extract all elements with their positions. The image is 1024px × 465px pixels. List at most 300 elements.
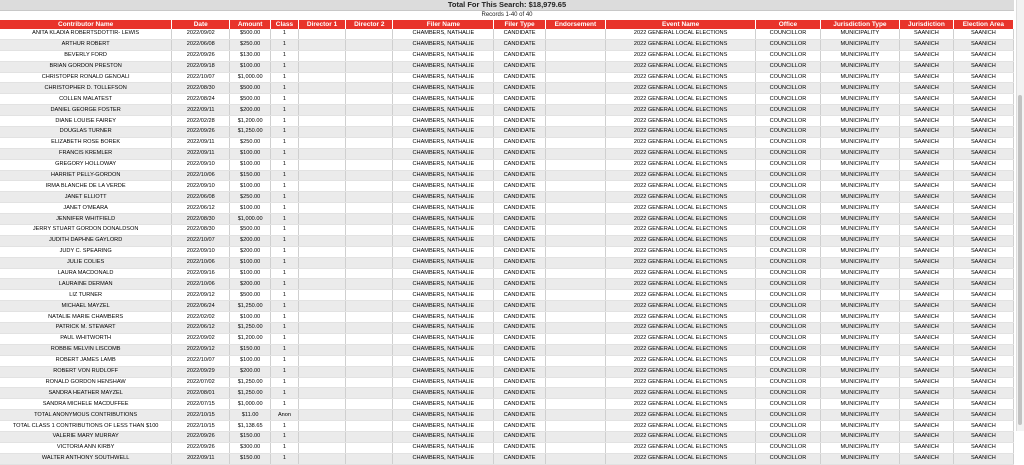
cell-jurisdiction: SAANICH: [900, 105, 954, 116]
cell-election-area: SAANICH: [953, 399, 1013, 410]
cell-event-name: 2022 GENERAL LOCAL ELECTIONS: [605, 377, 755, 388]
cell-endorsement: [545, 235, 605, 246]
cell-director-1: [298, 61, 345, 72]
cell-filer-name: CHAMBERS, NATHALIE: [393, 29, 494, 39]
cell-filer-type: CANDIDATE: [494, 301, 546, 312]
cell-class: 1: [271, 290, 299, 301]
cell-office: COUNCILLOR: [756, 246, 820, 257]
cell-contributor-name[interactable]: SANDRA HEATHER MAYZEL: [0, 388, 172, 399]
column-header-contributor-name[interactable]: Contributor Name: [0, 20, 172, 29]
column-header-class[interactable]: Class: [271, 20, 299, 29]
cell-director-2: [346, 257, 393, 268]
cell-event-name: 2022 GENERAL LOCAL ELECTIONS: [605, 301, 755, 312]
cell-office: COUNCILLOR: [756, 39, 820, 50]
cell-director-1: [298, 214, 345, 225]
cell-filer-name: CHAMBERS, NATHALIE: [393, 366, 494, 377]
cell-filer-name: CHAMBERS, NATHALIE: [393, 453, 494, 464]
cell-amount: $200.00: [230, 246, 271, 257]
cell-jurisdiction-type: MUNICIPALITY: [820, 366, 899, 377]
cell-endorsement: [545, 410, 605, 421]
cell-endorsement: [545, 105, 605, 116]
cell-class: 1: [271, 159, 299, 170]
cell-director-2: [346, 116, 393, 127]
cell-filer-type: CANDIDATE: [494, 453, 546, 464]
cell-election-area: SAANICH: [953, 94, 1013, 105]
cell-filer-name: CHAMBERS, NATHALIE: [393, 105, 494, 116]
cell-contributor-name[interactable]: IRMA BLANCHE DE LA VERDE: [0, 181, 172, 192]
cell-office: COUNCILLOR: [756, 61, 820, 72]
cell-jurisdiction: SAANICH: [900, 83, 954, 94]
cell-event-name: 2022 GENERAL LOCAL ELECTIONS: [605, 50, 755, 61]
cell-filer-type: CANDIDATE: [494, 181, 546, 192]
cell-class: 1: [271, 312, 299, 323]
cell-jurisdiction: SAANICH: [900, 410, 954, 421]
cell-contributor-name[interactable]: JANET ELLIOTT: [0, 192, 172, 203]
cell-filer-type: CANDIDATE: [494, 39, 546, 50]
cell-date: 2022/09/26: [172, 431, 230, 442]
table-row: [0, 214, 1014, 225]
cell-date: 2022/06/08: [172, 39, 230, 50]
cell-event-name: 2022 GENERAL LOCAL ELECTIONS: [605, 399, 755, 410]
table-row: [0, 399, 1014, 410]
cell-director-1: [298, 50, 345, 61]
cell-director-1: [298, 410, 345, 421]
table-row: [0, 431, 1014, 442]
scrollbar-thumb[interactable]: [1018, 95, 1022, 425]
column-header-endorsement[interactable]: Endorsement: [545, 20, 605, 29]
cell-amount: $100.00: [230, 148, 271, 159]
cell-jurisdiction: SAANICH: [900, 127, 954, 138]
cell-amount: $130.00: [230, 50, 271, 61]
cell-director-2: [346, 137, 393, 148]
cell-amount: $150.00: [230, 453, 271, 464]
cell-contributor-name[interactable]: ANITA KLADIA ROBERTSDOTTIR- LEWIS: [0, 29, 172, 39]
cell-election-area: SAANICH: [953, 203, 1013, 214]
cell-amount: $100.00: [230, 257, 271, 268]
table-row: [0, 61, 1014, 72]
cell-event-name: 2022 GENERAL LOCAL ELECTIONS: [605, 170, 755, 181]
cell-office: COUNCILLOR: [756, 181, 820, 192]
cell-contributor-name[interactable]: BEVERLY FORD: [0, 50, 172, 61]
cell-filer-type: CANDIDATE: [494, 50, 546, 61]
cell-jurisdiction-type: MUNICIPALITY: [820, 355, 899, 366]
cell-filer-name: CHAMBERS, NATHALIE: [393, 235, 494, 246]
cell-filer-type: CANDIDATE: [494, 61, 546, 72]
cell-amount: $1,250.00: [230, 323, 271, 334]
cell-endorsement: [545, 257, 605, 268]
cell-contributor-name[interactable]: RONALD GORDON HENSHAW: [0, 377, 172, 388]
cell-endorsement: [545, 181, 605, 192]
cell-endorsement: [545, 355, 605, 366]
cell-amount: $200.00: [230, 366, 271, 377]
column-header-director-1[interactable]: Director 1: [298, 20, 345, 29]
cell-contributor-name[interactable]: COLLEN MALATEST: [0, 94, 172, 105]
cell-date: 2022/09/26: [172, 127, 230, 138]
cell-jurisdiction: SAANICH: [900, 388, 954, 399]
cell-jurisdiction-type: MUNICIPALITY: [820, 377, 899, 388]
column-header-jurisdiction-type[interactable]: Jurisdiction Type: [820, 20, 899, 29]
cell-director-2: [346, 453, 393, 464]
cell-amount: $250.00: [230, 39, 271, 50]
cell-election-area: SAANICH: [953, 421, 1013, 432]
cell-director-2: [346, 105, 393, 116]
cell-filer-name: CHAMBERS, NATHALIE: [393, 137, 494, 148]
cell-filer-name: CHAMBERS, NATHALIE: [393, 290, 494, 301]
table-row: [0, 170, 1014, 181]
table-row: [0, 39, 1014, 50]
cell-date: 2022/10/15: [172, 421, 230, 432]
cell-amount: $1,000.00: [230, 72, 271, 83]
cell-contributor-name[interactable]: ARTHUR ROBERT: [0, 39, 172, 50]
column-header-date[interactable]: Date: [172, 20, 230, 29]
cell-jurisdiction-type: MUNICIPALITY: [820, 203, 899, 214]
cell-office: COUNCILLOR: [756, 323, 820, 334]
cell-class: 1: [271, 442, 299, 453]
cell-filer-name: CHAMBERS, NATHALIE: [393, 39, 494, 50]
cell-filer-type: CANDIDATE: [494, 137, 546, 148]
table-header-row: [0, 20, 1014, 29]
table-row: [0, 94, 1014, 105]
cell-jurisdiction-type: MUNICIPALITY: [820, 105, 899, 116]
cell-filer-type: CANDIDATE: [494, 127, 546, 138]
cell-class: 1: [271, 192, 299, 203]
cell-director-1: [298, 116, 345, 127]
cell-filer-name: CHAMBERS, NATHALIE: [393, 333, 494, 344]
cell-contributor-name[interactable]: JUDY C. SPEARING: [0, 246, 172, 257]
cell-contributor-name[interactable]: LIZ TURNER: [0, 290, 172, 301]
cell-jurisdiction: SAANICH: [900, 116, 954, 127]
cell-contributor-name[interactable]: LAURA MACDONALD: [0, 268, 172, 279]
cell-date: 2022/09/29: [172, 366, 230, 377]
cell-event-name: 2022 GENERAL LOCAL ELECTIONS: [605, 192, 755, 203]
cell-director-1: [298, 344, 345, 355]
cell-filer-name: CHAMBERS, NATHALIE: [393, 410, 494, 421]
cell-director-2: [346, 279, 393, 290]
cell-contributor-name[interactable]: WALTER ANTHONY SOUTHWELL: [0, 453, 172, 464]
table-row: [0, 235, 1014, 246]
cell-election-area: SAANICH: [953, 148, 1013, 159]
table-row: [0, 50, 1014, 61]
cell-endorsement: [545, 94, 605, 105]
cell-contributor-name[interactable]: TOTAL ANONYMOUS CONTRIBUTIONS: [0, 410, 172, 421]
cell-jurisdiction-type: MUNICIPALITY: [820, 29, 899, 39]
cell-filer-type: CANDIDATE: [494, 29, 546, 39]
cell-filer-name: CHAMBERS, NATHALIE: [393, 442, 494, 453]
cell-filer-type: CANDIDATE: [494, 203, 546, 214]
cell-jurisdiction: SAANICH: [900, 72, 954, 83]
cell-date: 2022/06/12: [172, 323, 230, 334]
cell-event-name: 2022 GENERAL LOCAL ELECTIONS: [605, 431, 755, 442]
cell-jurisdiction-type: MUNICIPALITY: [820, 159, 899, 170]
cell-jurisdiction: SAANICH: [900, 61, 954, 72]
cell-filer-name: CHAMBERS, NATHALIE: [393, 225, 494, 236]
cell-contributor-name[interactable]: PAUL WHITWORTH: [0, 333, 172, 344]
cell-filer-type: CANDIDATE: [494, 366, 546, 377]
cell-jurisdiction-type: MUNICIPALITY: [820, 61, 899, 72]
cell-election-area: SAANICH: [953, 235, 1013, 246]
cell-contributor-name[interactable]: JULIE COLIES: [0, 257, 172, 268]
cell-class: 1: [271, 29, 299, 39]
cell-election-area: SAANICH: [953, 61, 1013, 72]
cell-filer-name: CHAMBERS, NATHALIE: [393, 344, 494, 355]
cell-class: 1: [271, 203, 299, 214]
cell-amount: $150.00: [230, 170, 271, 181]
cell-filer-name: CHAMBERS, NATHALIE: [393, 388, 494, 399]
cell-filer-name: CHAMBERS, NATHALIE: [393, 83, 494, 94]
cell-date: 2022/07/02: [172, 377, 230, 388]
cell-office: COUNCILLOR: [756, 116, 820, 127]
cell-contributor-name[interactable]: MICHAEL MAYZEL: [0, 301, 172, 312]
column-header-jurisdiction[interactable]: Jurisdiction: [900, 20, 954, 29]
column-header-election-area[interactable]: Election Area: [953, 20, 1013, 29]
cell-amount: $250.00: [230, 192, 271, 203]
cell-office: COUNCILLOR: [756, 279, 820, 290]
cell-director-1: [298, 268, 345, 279]
cell-jurisdiction-type: MUNICIPALITY: [820, 181, 899, 192]
cell-date: 2022/09/11: [172, 148, 230, 159]
table-row: [0, 72, 1014, 83]
cell-event-name: 2022 GENERAL LOCAL ELECTIONS: [605, 421, 755, 432]
cell-filer-type: CANDIDATE: [494, 257, 546, 268]
cell-filer-type: CANDIDATE: [494, 279, 546, 290]
cell-class: 1: [271, 399, 299, 410]
cell-endorsement: [545, 159, 605, 170]
cell-contributor-name[interactable]: DANIEL GEORGE FOSTER: [0, 105, 172, 116]
cell-jurisdiction: SAANICH: [900, 323, 954, 334]
cell-contributor-name[interactable]: JUDITH DAPHNE GAYLORD: [0, 235, 172, 246]
cell-jurisdiction-type: MUNICIPALITY: [820, 279, 899, 290]
cell-election-area: SAANICH: [953, 453, 1013, 464]
cell-filer-type: CANDIDATE: [494, 159, 546, 170]
cell-contributor-name[interactable]: JENNIFER WHITFIELD: [0, 214, 172, 225]
cell-jurisdiction: SAANICH: [900, 137, 954, 148]
cell-contributor-name[interactable]: PATRICK M. STEWART: [0, 323, 172, 334]
cell-event-name: 2022 GENERAL LOCAL ELECTIONS: [605, 410, 755, 421]
cell-office: COUNCILLOR: [756, 148, 820, 159]
cell-filer-name: CHAMBERS, NATHALIE: [393, 72, 494, 83]
cell-director-2: [346, 246, 393, 257]
cell-director-1: [298, 323, 345, 334]
cell-director-1: [298, 290, 345, 301]
cell-date: 2022/10/06: [172, 170, 230, 181]
cell-date: 2022/08/24: [172, 94, 230, 105]
cell-class: 1: [271, 268, 299, 279]
column-header-amount[interactable]: Amount: [230, 20, 271, 29]
cell-jurisdiction-type: MUNICIPALITY: [820, 72, 899, 83]
column-header-filer-name[interactable]: Filer Name: [393, 20, 494, 29]
cell-class: 1: [271, 431, 299, 442]
cell-contributor-name[interactable]: BRIAN GORDON PRESTON: [0, 61, 172, 72]
cell-jurisdiction: SAANICH: [900, 148, 954, 159]
cell-contributor-name[interactable]: CHRISTOPER RONALD GENOALI: [0, 72, 172, 83]
cell-class: 1: [271, 235, 299, 246]
cell-election-area: SAANICH: [953, 181, 1013, 192]
cell-office: COUNCILLOR: [756, 159, 820, 170]
cell-director-1: [298, 399, 345, 410]
cell-jurisdiction: SAANICH: [900, 246, 954, 257]
cell-contributor-name[interactable]: HARRIET PELLY-GORDON: [0, 170, 172, 181]
table-row: [0, 192, 1014, 203]
cell-contributor-name[interactable]: TOTAL CLASS 1 CONTRIBUTIONS OF LESS THAN $100: [0, 421, 172, 432]
cell-jurisdiction: SAANICH: [900, 203, 954, 214]
cell-event-name: 2022 GENERAL LOCAL ELECTIONS: [605, 225, 755, 236]
cell-director-2: [346, 366, 393, 377]
cell-contributor-name[interactable]: ROBERT JAMES LAMB: [0, 355, 172, 366]
cell-endorsement: [545, 333, 605, 344]
cell-filer-name: CHAMBERS, NATHALIE: [393, 192, 494, 203]
cell-director-2: [346, 72, 393, 83]
cell-director-2: [346, 399, 393, 410]
cell-endorsement: [545, 246, 605, 257]
cell-jurisdiction-type: MUNICIPALITY: [820, 268, 899, 279]
cell-jurisdiction-type: MUNICIPALITY: [820, 421, 899, 432]
cell-director-2: [346, 344, 393, 355]
cell-class: 1: [271, 170, 299, 181]
cell-office: COUNCILLOR: [756, 203, 820, 214]
cell-office: COUNCILLOR: [756, 312, 820, 323]
cell-filer-type: CANDIDATE: [494, 290, 546, 301]
cell-date: 2022/09/10: [172, 181, 230, 192]
cell-jurisdiction: SAANICH: [900, 399, 954, 410]
cell-filer-type: CANDIDATE: [494, 442, 546, 453]
cell-contributor-name[interactable]: SANDRA MICHELE MACDUFFEE: [0, 399, 172, 410]
cell-director-2: [346, 39, 393, 50]
cell-class: 1: [271, 127, 299, 138]
cell-endorsement: [545, 203, 605, 214]
cell-contributor-name[interactable]: NATALIE MARIE CHAMBERS: [0, 312, 172, 323]
cell-contributor-name[interactable]: FRANCIS KREMLER: [0, 148, 172, 159]
cell-election-area: SAANICH: [953, 312, 1013, 323]
cell-date: 2022/10/07: [172, 355, 230, 366]
cell-office: COUNCILLOR: [756, 453, 820, 464]
cell-date: 2022/09/11: [172, 105, 230, 116]
cell-office: COUNCILLOR: [756, 170, 820, 181]
cell-director-1: [298, 301, 345, 312]
cell-contributor-name[interactable]: ROBERT VON RUDLOFF: [0, 366, 172, 377]
cell-jurisdiction: SAANICH: [900, 181, 954, 192]
cell-event-name: 2022 GENERAL LOCAL ELECTIONS: [605, 442, 755, 453]
cell-date: 2022/09/11: [172, 453, 230, 464]
cell-jurisdiction-type: MUNICIPALITY: [820, 83, 899, 94]
cell-date: 2022/09/16: [172, 268, 230, 279]
cell-amount: $200.00: [230, 279, 271, 290]
cell-amount: $500.00: [230, 94, 271, 105]
cell-date: 2022/08/01: [172, 388, 230, 399]
cell-contributor-name[interactable]: CHRISTOPHER D. TOLLEFSON: [0, 83, 172, 94]
cell-class: 1: [271, 50, 299, 61]
column-header-event-name[interactable]: Event Name: [605, 20, 755, 29]
cell-amount: $200.00: [230, 105, 271, 116]
cell-jurisdiction-type: MUNICIPALITY: [820, 453, 899, 464]
cell-office: COUNCILLOR: [756, 268, 820, 279]
cell-event-name: 2022 GENERAL LOCAL ELECTIONS: [605, 214, 755, 225]
cell-filer-name: CHAMBERS, NATHALIE: [393, 148, 494, 159]
cell-contributor-name[interactable]: ELIZABETH ROSE BOREK: [0, 137, 172, 148]
cell-contributor-name[interactable]: JERRY STUART GORDON DONALDSON: [0, 225, 172, 236]
cell-jurisdiction-type: MUNICIPALITY: [820, 399, 899, 410]
cell-event-name: 2022 GENERAL LOCAL ELECTIONS: [605, 105, 755, 116]
cell-office: COUNCILLOR: [756, 257, 820, 268]
cell-event-name: 2022 GENERAL LOCAL ELECTIONS: [605, 279, 755, 290]
cell-filer-name: CHAMBERS, NATHALIE: [393, 214, 494, 225]
cell-date: 2022/08/30: [172, 214, 230, 225]
cell-office: COUNCILLOR: [756, 421, 820, 432]
cell-director-1: [298, 431, 345, 442]
cell-contributor-name[interactable]: JANET O'MEARA: [0, 203, 172, 214]
column-header-office[interactable]: Office: [756, 20, 820, 29]
cell-jurisdiction: SAANICH: [900, 366, 954, 377]
cell-contributor-name[interactable]: DIANE LOUISE FAIREY: [0, 116, 172, 127]
cell-endorsement: [545, 279, 605, 290]
cell-event-name: 2022 GENERAL LOCAL ELECTIONS: [605, 333, 755, 344]
cell-amount: $300.00: [230, 442, 271, 453]
cell-director-1: [298, 421, 345, 432]
cell-date: 2022/08/30: [172, 83, 230, 94]
cell-office: COUNCILLOR: [756, 72, 820, 83]
cell-jurisdiction: SAANICH: [900, 29, 954, 39]
cell-election-area: SAANICH: [953, 137, 1013, 148]
cell-contributor-name[interactable]: LAURAINE DERMAN: [0, 279, 172, 290]
cell-contributor-name[interactable]: GREGORY HOLLOWAY: [0, 159, 172, 170]
cell-filer-name: CHAMBERS, NATHALIE: [393, 203, 494, 214]
cell-filer-name: CHAMBERS, NATHALIE: [393, 181, 494, 192]
cell-contributor-name[interactable]: VICTORIA ANN KIRBY: [0, 442, 172, 453]
cell-director-2: [346, 83, 393, 94]
cell-date: 2022/07/15: [172, 399, 230, 410]
cell-filer-type: CANDIDATE: [494, 83, 546, 94]
cell-director-1: [298, 355, 345, 366]
cell-election-area: SAANICH: [953, 355, 1013, 366]
cell-endorsement: [545, 137, 605, 148]
cell-endorsement: [545, 72, 605, 83]
cell-filer-name: CHAMBERS, NATHALIE: [393, 159, 494, 170]
cell-contributor-name[interactable]: DOUGLAS TURNER: [0, 127, 172, 138]
cell-director-1: [298, 235, 345, 246]
cell-election-area: SAANICH: [953, 192, 1013, 203]
cell-class: 1: [271, 148, 299, 159]
cell-date: 2022/09/10: [172, 159, 230, 170]
column-header-director-2[interactable]: Director 2: [346, 20, 393, 29]
cell-filer-type: CANDIDATE: [494, 105, 546, 116]
cell-office: COUNCILLOR: [756, 137, 820, 148]
cell-jurisdiction: SAANICH: [900, 159, 954, 170]
cell-director-1: [298, 181, 345, 192]
cell-date: 2022/10/07: [172, 72, 230, 83]
cell-amount: $1,250.00: [230, 127, 271, 138]
cell-event-name: 2022 GENERAL LOCAL ELECTIONS: [605, 312, 755, 323]
table-row: [0, 105, 1014, 116]
cell-filer-type: CANDIDATE: [494, 148, 546, 159]
cell-filer-name: CHAMBERS, NATHALIE: [393, 116, 494, 127]
cell-endorsement: [545, 29, 605, 39]
cell-contributor-name[interactable]: ROBBIE MELVIN LISCOMB: [0, 344, 172, 355]
cell-jurisdiction-type: MUNICIPALITY: [820, 235, 899, 246]
column-header-filer-type[interactable]: Filer Type: [494, 20, 546, 29]
cell-date: 2022/02/02: [172, 312, 230, 323]
cell-class: 1: [271, 181, 299, 192]
cell-date: 2022/02/28: [172, 116, 230, 127]
cell-election-area: SAANICH: [953, 333, 1013, 344]
cell-director-2: [346, 355, 393, 366]
cell-date: 2022/08/30: [172, 225, 230, 236]
cell-election-area: SAANICH: [953, 442, 1013, 453]
cell-contributor-name[interactable]: VALERIE MARY MURRAY: [0, 431, 172, 442]
cell-class: 1: [271, 72, 299, 83]
cell-endorsement: [545, 442, 605, 453]
cell-director-1: [298, 137, 345, 148]
cell-endorsement: [545, 377, 605, 388]
cell-class: 1: [271, 137, 299, 148]
